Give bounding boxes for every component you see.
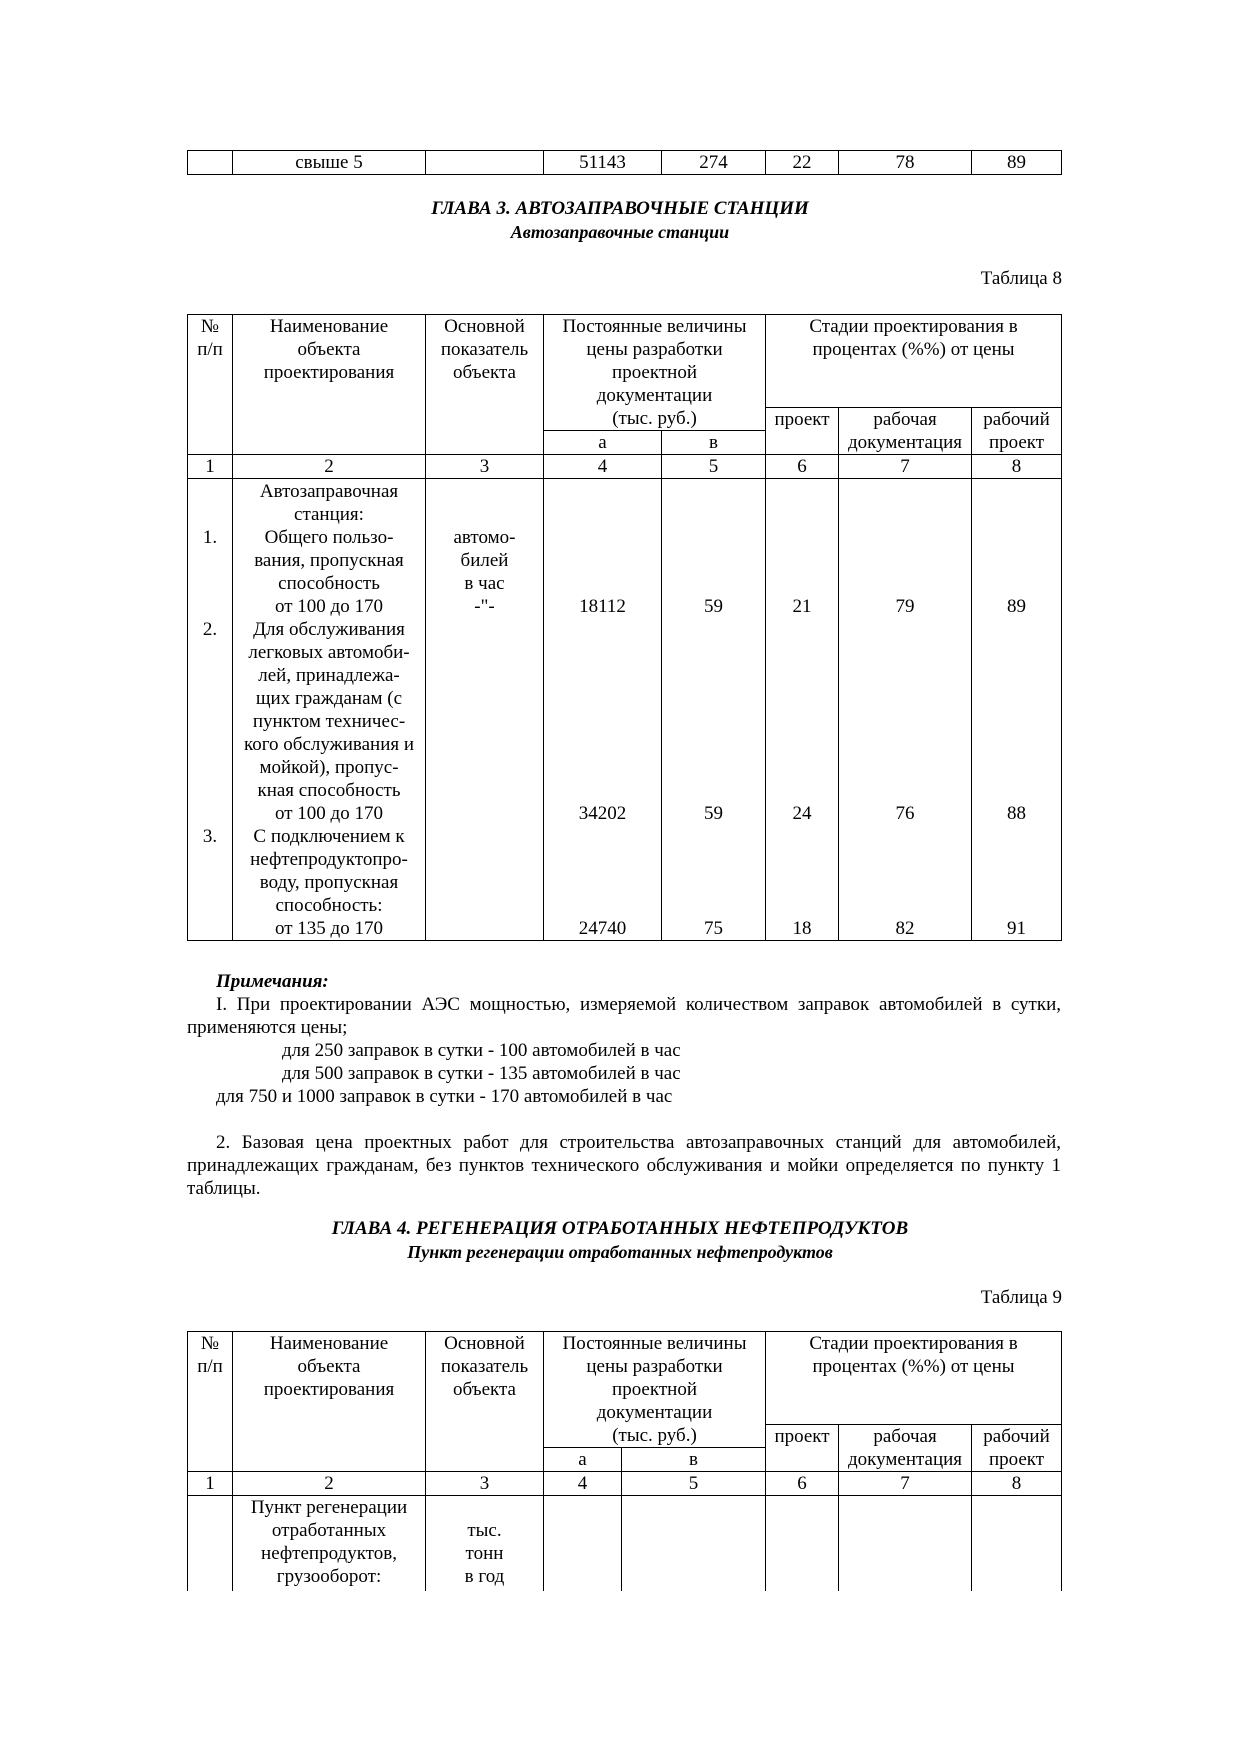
cell: 22 [766,151,839,175]
col-num: 1 [188,1472,233,1496]
header-text: п/п [197,339,223,360]
header-text: Наименование [269,316,389,337]
header-text: проектирования [263,1379,395,1400]
header-text: процентах (%%) от цены [812,1356,1015,1377]
table-body-row [188,1496,1062,1592]
value-b: 59 [704,803,723,824]
table-row [188,151,1062,175]
header-rabochiy [972,408,1062,455]
header-text: Постоянные величины [562,316,747,337]
note-1-line-2: для 500 заправок в сутки - 135 автомобилей в час [282,1063,681,1084]
header-text: рабочий [983,1426,1050,1447]
name-line: пунктом техничес- [252,711,406,732]
cell: 89 [972,151,1062,175]
notes-heading: Примечания: [216,971,329,992]
col-num: 3 [426,1472,544,1496]
value-proekt: 21 [792,596,812,617]
value-rabochaya: 76 [895,803,915,824]
col-num: 5 [622,1472,766,1496]
chapter3-subtitle: Автозаправочные станции [510,222,730,242]
column-number-row [188,455,1062,479]
col-a [544,1496,622,1592]
value-a: 34202 [578,803,627,824]
name-col [233,1496,426,1592]
unit-line: тонн [465,1543,504,1564]
header-text: цены разработки [586,339,723,360]
row-number: 1. [202,527,218,548]
header-text: № [200,1333,220,1354]
value-a: 24740 [578,918,627,939]
header-text: объекта [297,339,361,360]
col-rabochiy [972,479,1062,941]
unit-col [426,479,544,941]
col-num: 8 [972,1472,1062,1496]
header-name [233,1332,426,1472]
note-1: I. При проектировании АЭС мощностью, измеряемой количеством заправок автомобилей в сутки, применяются цены; [187,994,1061,1038]
name-line: станция: [294,504,364,525]
unit-line [429,1496,540,1519]
header-row [188,1332,1062,1425]
header-text: (тыс. руб.) [612,408,697,429]
header-text: документации [596,1402,713,1423]
name-line: воду, пропускная [259,872,399,893]
num-col [188,479,233,941]
row-number: 3. [202,826,218,847]
header-text: процентах (%%) от цены [812,339,1015,360]
chapter3-title: ГЛАВА 3. АВТОЗАПРАВОЧНЫЕ СТАНЦИИ [431,198,809,219]
header-text: п/п [197,1356,223,1377]
unit-line: в час [464,573,505,594]
value-rabochaya: 79 [895,596,915,617]
col-b [622,1496,766,1592]
header-text: рабочий [983,409,1050,430]
header-text: проектирования [263,362,395,383]
header-b: в [662,431,766,455]
col-b [662,479,766,941]
header-text: Постоянные величины [562,1333,747,1354]
value-rabochiy: 89 [1007,596,1027,617]
header-name [233,315,426,455]
header-basic [426,1332,544,1472]
header-text: рабочая [873,409,937,430]
col-num: 6 [766,455,839,479]
unit-line: автомо- [453,527,516,548]
header-rabochiy [972,1425,1062,1472]
header-text: документация [847,1449,963,1470]
cell [426,151,544,175]
header-stages [766,1332,1062,1425]
value-a: 18112 [579,596,626,617]
header-text: проект [774,1426,830,1447]
col-a [544,479,662,941]
col-num: 2 [233,1472,426,1496]
name-line: нефтепродуктов, [261,1543,397,1564]
cell: 51143 [544,151,662,175]
name-line: кная способность [257,780,401,801]
value-proekt: 18 [792,918,812,939]
header-text: документация [847,432,963,453]
col-num: 2 [233,455,426,479]
header-num [188,1332,233,1472]
value-b: 75 [704,918,723,939]
num-col [188,1496,233,1592]
name-line: от 100 до 170 [275,596,383,617]
name-line: способность: [275,895,383,916]
name-line: легковых автомоби- [248,642,410,663]
col-proekt [766,479,839,941]
header-text: объекта [297,1356,361,1377]
note-2: 2. Базовая цена проектных работ для строительства автозаправочных станций для автомобилей, принадлежащих гражданам, без пунктов технического обслуживания и мойки определяется по пункту 1 таблицы. [187,1132,1061,1199]
header-text: документации [596,385,713,406]
col-num: 6 [766,1472,839,1496]
value-rabochiy: 88 [1007,803,1027,824]
col-rabochaya [839,479,972,941]
name-line: от 135 до 170 [275,918,383,939]
header-text: цены разработки [586,1356,723,1377]
name-line: вания, пропускная [254,550,404,571]
header-proekt [766,408,839,455]
note-1-line-3: для 750 и 1000 заправок в сутки - 170 автомобилей в час [216,1086,673,1107]
header-num [188,315,233,455]
col-num: 5 [662,455,766,479]
header-text: проект [774,409,830,430]
header-text: Стадии проектирования в [809,316,1018,337]
col-rabochaya [839,1496,972,1592]
header-text: Основной [444,316,525,337]
col-rabochiy [972,1496,1062,1592]
value-proekt: 24 [792,803,812,824]
unit-col [426,1496,544,1592]
name-line: С подключением к [253,826,405,847]
row-number: 2. [202,619,218,640]
col-num: 4 [544,455,662,479]
name-line: Для обслуживания [253,619,405,640]
header-text: объекта [453,362,516,383]
header-text: Наименование [269,1333,389,1354]
value-rabochaya: 82 [895,918,915,939]
table-9 [187,1331,1062,1591]
name-line: способность [278,573,380,594]
unit-line: -"- [474,596,495,617]
header-stages [766,315,1062,408]
header-text: (тыс. руб.) [612,1425,697,1446]
header-text: проектной [612,1379,697,1400]
header-row [188,315,1062,408]
col-num: 8 [972,455,1062,479]
name-line: щих гражданам (с [255,688,403,709]
name-line: мойкой), пропус- [259,757,399,778]
header-text: рабочая [873,1426,937,1447]
unit-line: тыс. [467,1520,502,1541]
name-line: Пункт регенерации [250,1497,408,1518]
name-line: Автозаправочная [259,481,399,502]
header-text: проектной [612,362,697,383]
continuation-table [187,150,1062,175]
unit-line: в год [464,1566,505,1587]
name-line: грузооборот: [276,1566,382,1587]
header-const [544,1332,766,1448]
col-num: 4 [544,1472,622,1496]
header-text: проект [988,432,1045,453]
header-text: показатель [440,1356,529,1377]
column-number-row [188,1472,1062,1496]
cell [188,151,233,175]
name-line: отработанных [271,1520,387,1541]
col-num: 3 [426,455,544,479]
col-num: 7 [839,1472,972,1496]
value-rabochiy: 91 [1007,918,1027,939]
col-num: 7 [839,455,972,479]
cell: свыше 5 [233,151,426,175]
name-line: Общего пользо- [264,527,394,548]
header-text: Основной [444,1333,525,1354]
header-const [544,315,766,431]
header-basic [426,315,544,455]
table-8 [187,314,1062,941]
note-1-line-1: для 250 заправок в сутки - 100 автомобилей в час [282,1040,681,1061]
header-text: № [200,316,220,337]
table-body-row [188,479,1062,941]
table9-label: Таблица 9 [980,1287,1062,1308]
header-rabochaya [839,408,972,455]
value-b: 59 [704,596,723,617]
name-line: от 100 до 170 [275,803,383,824]
unit-line [429,503,540,526]
col-proekt [766,1496,839,1592]
header-b: в [622,1448,766,1472]
header-proekt [766,1425,839,1472]
header-rabochaya [839,1425,972,1472]
chapter4-title: ГЛАВА 4. РЕГЕНЕРАЦИЯ ОТРАБОТАННЫХ НЕФТЕПРОДУКТОВ [331,1218,909,1239]
name-line: нефтепродуктопро- [250,849,408,870]
header-text: объекта [453,1379,516,1400]
cell: 274 [662,151,766,175]
name-line: лей, принадлежа- [258,665,400,686]
col-num: 1 [188,455,233,479]
name-col [233,479,426,941]
header-text: проект [988,1449,1045,1470]
table8-label: Таблица 8 [980,268,1062,289]
header-text: показатель [440,339,529,360]
header-text: Стадии проектирования в [809,1333,1018,1354]
header-a: а [544,431,662,455]
unit-line: билей [460,550,509,571]
unit-line [429,480,540,503]
header-a: а [544,1448,622,1472]
chapter4-subtitle: Пункт регенерации отработанных нефтепродуктов [407,1242,833,1262]
name-line: кого обслуживания и [243,734,415,755]
cell: 78 [839,151,972,175]
